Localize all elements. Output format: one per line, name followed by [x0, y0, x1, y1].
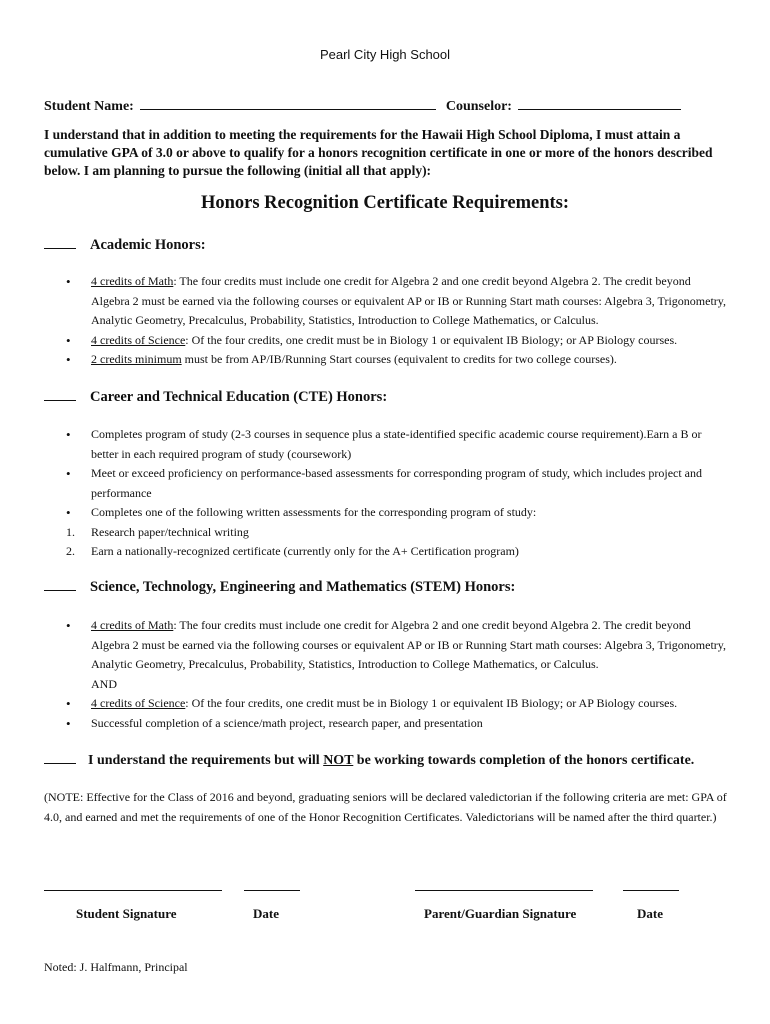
- list-item: • Completes program of study (2-3 courses in sequence plus a state-identified specific academic course requirement).Earn a B or better in each required program of study (coursework): [66, 425, 726, 464]
- student-signature-label: Student Signature: [76, 906, 177, 921]
- list-item: • Completes one of the following written assessments for the corresponding program of study:: [66, 503, 726, 523]
- student-name-field[interactable]: [140, 95, 436, 110]
- stem-honors-heading: [44, 578, 515, 596]
- list-item: • 4 credits of Science: Of the four credits, one credit must be in Biology 1 or equivalent IB Biology; or AP Biology courses.: [66, 694, 726, 714]
- academic-honors-heading: [44, 236, 206, 254]
- list-item: • Successful completion of a science/math project, research paper, and presentation: [66, 714, 726, 734]
- student-counselor-line: [44, 95, 681, 115]
- list-item: • 2 credits minimum must be from AP/IB/Running Start courses (equivalent to credits for two college courses).: [66, 350, 726, 370]
- stem-list: [66, 616, 726, 733]
- student-date-line[interactable]: [244, 889, 300, 891]
- and-text: AND: [91, 676, 117, 691]
- student-name-label: Student Name:: [44, 99, 134, 114]
- list-item: • 4 credits of Math: The four credits must include one credit for Algebra 2 and one credit beyond Algebra 2. The credit beyond Algebra 2 must be earned via the following courses or equivalent AP or IB or Running Start math courses: Algebra 3, Trigonometry, Analytic Geometry, Precalculus, Probability, Statistics, Introduction to College Mathematics, or Calculus.: [66, 272, 726, 331]
- intro-paragraph: I understand that in addition to meeting the requirements for the Hawaii High School Diploma, I must attain a cumulative GPA of 3.0 or above to qualify for a honors recognition certificate in one or more of the honors described below. I am planning to pursue the following (initial all that apply):: [44, 127, 713, 178]
- principal-noted: Noted: J. Halfmann, Principal: [44, 960, 188, 974]
- opt-out-statement: I understand the requirements but will NOT be working towards completion of the honors certificate.: [44, 751, 694, 769]
- cte-list: [66, 425, 726, 562]
- parent-date-line[interactable]: [623, 889, 679, 891]
- school-name: Pearl City High School: [319, 47, 451, 62]
- parent-signature-label: Parent/Guardian Signature: [424, 906, 577, 921]
- cte-honors-heading: [44, 388, 387, 406]
- academic-heading-text: Academic Honors:: [90, 237, 206, 253]
- student-date-label: Date: [253, 906, 279, 921]
- page-title: Honors Recognition Certificate Requirements:: [200, 193, 570, 213]
- counselor-label: Counselor:: [445, 99, 512, 114]
- parent-signature-line[interactable]: [415, 889, 593, 891]
- cte-initial-blank[interactable]: [44, 388, 76, 401]
- valedictorian-note: (NOTE: Effective for the Class of 2016 and beyond, graduating seniors will be declared valedictorian if the following criteria are met: GPA of 4.0, and earned and met the requirements of one of the Honor Recognition Certificates. Valedictorians will be named after the third quarter.): [44, 790, 727, 824]
- stem-heading-text: Science, Technology, Engineering and Mathematics (STEM) Honors:: [90, 579, 516, 595]
- student-signature-line[interactable]: [44, 889, 222, 891]
- stem-initial-blank[interactable]: [44, 578, 76, 591]
- list-item: • Meet or exceed proficiency on performance-based assessments for corresponding program of study, which includes project and performance: [66, 464, 726, 503]
- numbered-item: 1. Research paper/technical writing: [66, 524, 249, 539]
- academic-list: [66, 272, 726, 370]
- counselor-field[interactable]: [518, 95, 681, 110]
- list-item: • 4 credits of Science: Of the four credits, one credit must be in Biology 1 or equivalent IB Biology; or AP Biology courses.: [66, 331, 726, 351]
- academic-initial-blank[interactable]: [44, 236, 76, 249]
- opt-out-initial-blank[interactable]: [44, 751, 76, 764]
- parent-date-label: Date: [637, 906, 663, 921]
- list-item: • 4 credits of Math: The four credits must include one credit for Algebra 2 and one credit beyond Algebra 2. The credit beyond Algebra 2 must be earned via the following courses or equivalent AP or IB or Running Start math courses: Algebra 3, Trigonometry, Analytic Geometry, Precalculus, Probability, Statistics, Introduction to College Mathematics, or Calculus.: [66, 616, 726, 675]
- cte-heading-text: Career and Technical Education (CTE) Honors:: [90, 389, 388, 405]
- numbered-item: 2. Earn a nationally-recognized certificate (currently only for the A+ Certification program): [66, 544, 519, 558]
